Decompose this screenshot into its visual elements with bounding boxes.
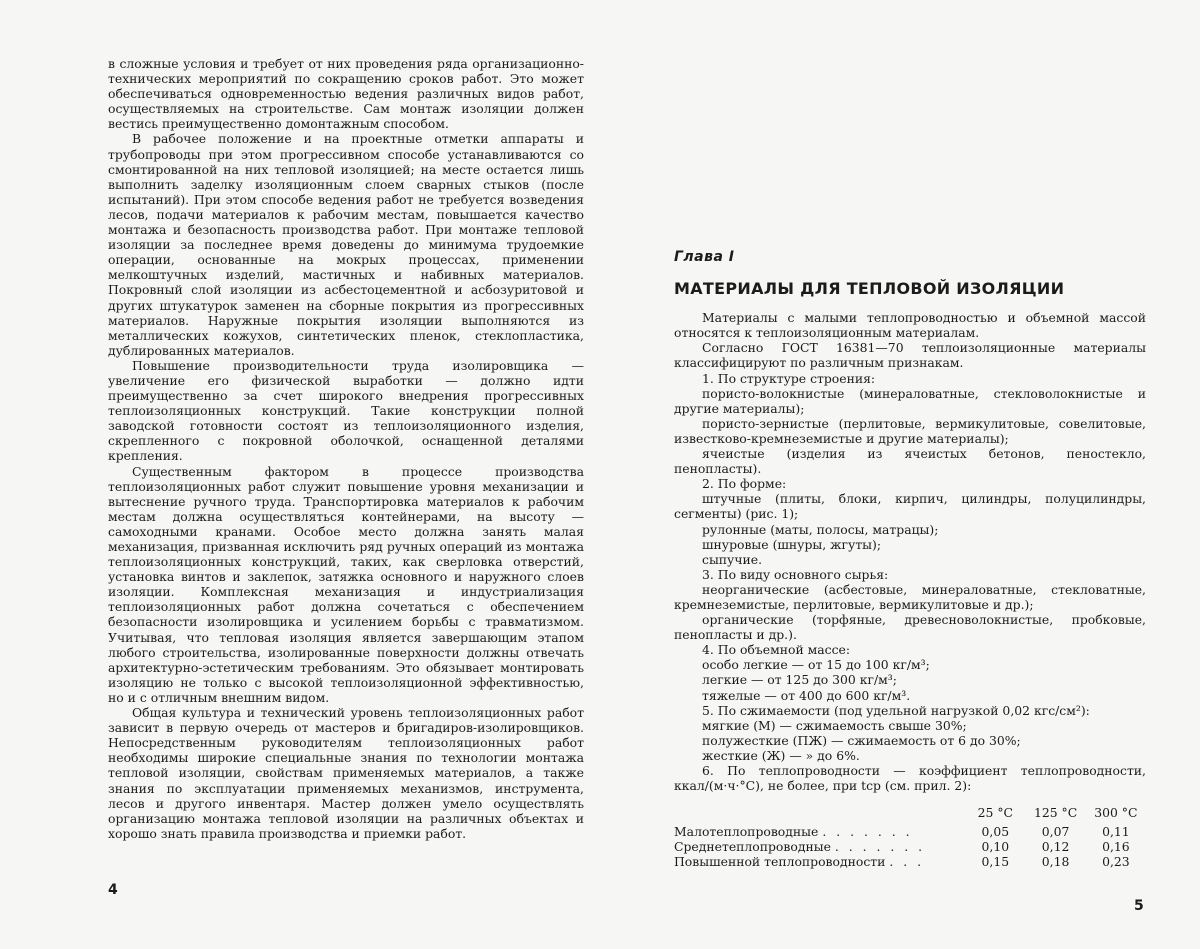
- table-cell: 0,11: [1102, 824, 1130, 840]
- conductivity-table: [674, 805, 1146, 869]
- right-paragraph: органические (торфяные, древесноволокнистые, пробковые, пенопласты и др.).: [674, 612, 1146, 643]
- table-cell: 0,15: [981, 854, 1010, 870]
- right-page: [600, 0, 1200, 949]
- right-paragraph: штучные (плиты, блоки, кирпич, цилиндры, полуцилиндры, сегменты) (рис. 1);: [674, 491, 1146, 522]
- table-row: [674, 839, 1146, 854]
- table-cell: 0,07: [1041, 824, 1070, 840]
- table-cell: 0,05: [981, 824, 1010, 840]
- table-row: [674, 854, 1146, 869]
- left-text-column: [108, 56, 584, 841]
- right-text-column: [674, 250, 1146, 869]
- chapter-title: МАТЕРИАЛЫ ДЛЯ ТЕПЛОВОЙ ИЗОЛЯЦИИ: [674, 279, 1065, 299]
- left-paragraph-3: Повышение производительности труда изолировщика — увеличение его физической выработки — должно идти преимущественно за счет широкого внедрения прогрессивных теплоизоляционных конструкций. Такие конструкции полной заводской готовности состоят из теплоизоляционного изделия, скрепленного с покровной оболочкой, оснащенной деталями крепления.: [108, 357, 584, 464]
- left-paragraph-4: Существенным фактором в процессе производства теплоизоляционных работ служит повышение уровня механизации и вытеснение ручного труда. Транспортировка материалов к рабочим местам должна осуществляться контейнерами, на высоту — самоходными кранами. Особое место должна занять малая механизация, призванная исключить ряд ручных операций из монтажа теплоизоляционных конструкций, таких, как сверловка отверстий, установка винтов и заклепок, затяжка основного и наружного слоев изоляции. Комплексная механизация и индустриализация теплоизоляционных работ должна сочетаться с обеспечением безопасности изолировщика и усилением борьбы с травматизмом. Учитывая, что тепловая изоляция является завершающим этапом любого строительства, изолированные поверхности должны отвечать архитектурно-эстетическим требованиям. Это обязывает монтировать изоляцию не только с высокой теплоизоляционной эффективностью, но и с отличным внешним видом.: [108, 463, 584, 705]
- left-paragraph-1: в сложные условия и требует от них проведения ряда организационно-технических мероприятий по сокращению сроков работ. Это может обеспечиваться одновременностью ведения различных видов работ, осуществляемых на строительстве. Сам монтаж изоляции должен вестись преимущественно домонтажным способом.: [108, 56, 584, 132]
- page-number-right: 5: [1134, 898, 1144, 914]
- right-paragraph: 1. По структуре строения:: [702, 370, 876, 386]
- page-number-left: 4: [108, 882, 118, 898]
- right-paragraph: Материалы с малыми теплопроводностью и объемной массой относятся к теплоизоляционным материалам.: [674, 310, 1146, 341]
- right-paragraph: мягкие (М) — сжимаемость свыше 30%;: [702, 717, 967, 733]
- right-paragraph: 5. По сжимаемости (под удельной нагрузкой 0,02 кгс/см²):: [702, 702, 1090, 718]
- right-paragraph: Согласно ГОСТ 16381—70 теплоизоляционные материалы классифицируют по различным признакам.: [674, 340, 1146, 371]
- right-paragraph: 6. По теплопроводности — коэффициент теплопроводности, ккал/(м·ч·°С), не более, при tср (см. прил. 2):: [674, 763, 1146, 794]
- table-cell: 0,10: [981, 839, 1010, 855]
- right-paragraph: шнуровые (шнуры, жгуты);: [702, 536, 882, 552]
- chapter-label: Глава I: [674, 249, 735, 265]
- right-paragraph: 3. По виду основного сырья:: [702, 566, 889, 582]
- table-row-label: Малотеплопроводные . . . . . . .: [674, 824, 913, 840]
- table-row-label: Среднетеплопроводные . . . . . . .: [674, 839, 926, 855]
- table-cell: 0,18: [1041, 854, 1070, 870]
- right-paragraph: 4. По объемной массе:: [702, 642, 851, 658]
- right-paragraph: пористо-волокнистые (минераловатные, стекловолокнистые и другие материалы);: [674, 385, 1146, 416]
- right-paragraph: пористо-зернистые (перлитовые, вермикулитовые, совелитовые, известково-кремнеземистые и другие материалы);: [674, 415, 1146, 446]
- table-row: [674, 824, 1146, 839]
- table-header-row: [674, 805, 1146, 824]
- table-header: 25 °C: [977, 805, 1014, 821]
- right-paragraph: рулонные (маты, полосы, матрацы);: [702, 521, 939, 537]
- right-paragraph: полужесткие (ПЖ) — сжимаемость от 6 до 30%;: [702, 732, 1021, 748]
- table-header: 125 °C: [1033, 805, 1078, 821]
- table-cell: 0,23: [1102, 854, 1130, 870]
- right-paragraph: 2. По форме:: [702, 476, 787, 492]
- right-paragraph: ячеистые (изделия из ячеистых бетонов, пеностекло, пенопласты).: [674, 446, 1146, 477]
- left-paragraph-2: В рабочее положение и на проектные отметки аппараты и трубопроводы при этом прогрессивном способе устанавливаются со смонтированной на них тепловой изоляцией; на месте остается лишь выполнить заделку изоляционным слоем сварных стыков (после испытаний). При этом способе ведения работ не требуется возведения лесов, подачи материалов к рабочим местам, повышается качество монтажа и безопасность производства работ. При монтаже тепловой изоляции за последнее время доведены до минимума трудоемкие операции, основанные на мокрых процессах, применении мелкоштучных изделий, мастичных и набивных материалов. Покровный слой изоляции из асбестоцементной и асбозуритовой и других штукатурок заменен на сборные покрытия из прогрессивных материалов. Наружные покрытия изоляции выполняются из металлических кожухов, синтетических пленок, стеклопластика, дублированных материалов.: [108, 131, 584, 358]
- table-row-label: Повышенной теплопроводности . . .: [674, 854, 925, 870]
- right-paragraph: сыпучие.: [702, 551, 763, 567]
- right-paragraph: жесткие (Ж) — » до 6%.: [702, 747, 860, 763]
- table-cell: 0,12: [1041, 839, 1070, 855]
- right-paragraph: неорганические (асбестовые, минераловатные, стекловатные, кремнеземистые, перлитовые, вермикулитовые и др.);: [674, 581, 1146, 612]
- table-cell: 0,16: [1102, 839, 1130, 855]
- table-header: 300 °C: [1094, 805, 1138, 821]
- right-paragraph: легкие — от 125 до 300 кг/м³;: [702, 672, 897, 688]
- left-paragraph-5: Общая культура и технический уровень теплоизоляционных работ зависит в первую очередь от мастеров и бригадиров-изолировщиков. Непосредственным руководителям теплоизоляционных работ необходимы широкие специальные знания по технологии монтажа тепловой изоляции, свойствам применяемых материалов, а также знания по эксплуатации применяемых механизмов, инструмента, лесов и другого инвентаря. Мастер должен умело осуществлять организацию монтажа тепловой изоляции на различных объектах и хорошо знать правила производства и приемки работ.: [108, 705, 584, 841]
- right-paragraph: особо легкие — от 15 до 100 кг/м³;: [702, 657, 930, 673]
- table-header-blank: [674, 805, 965, 824]
- right-paragraph: тяжелые — от 400 до 600 кг/м³.: [702, 687, 911, 703]
